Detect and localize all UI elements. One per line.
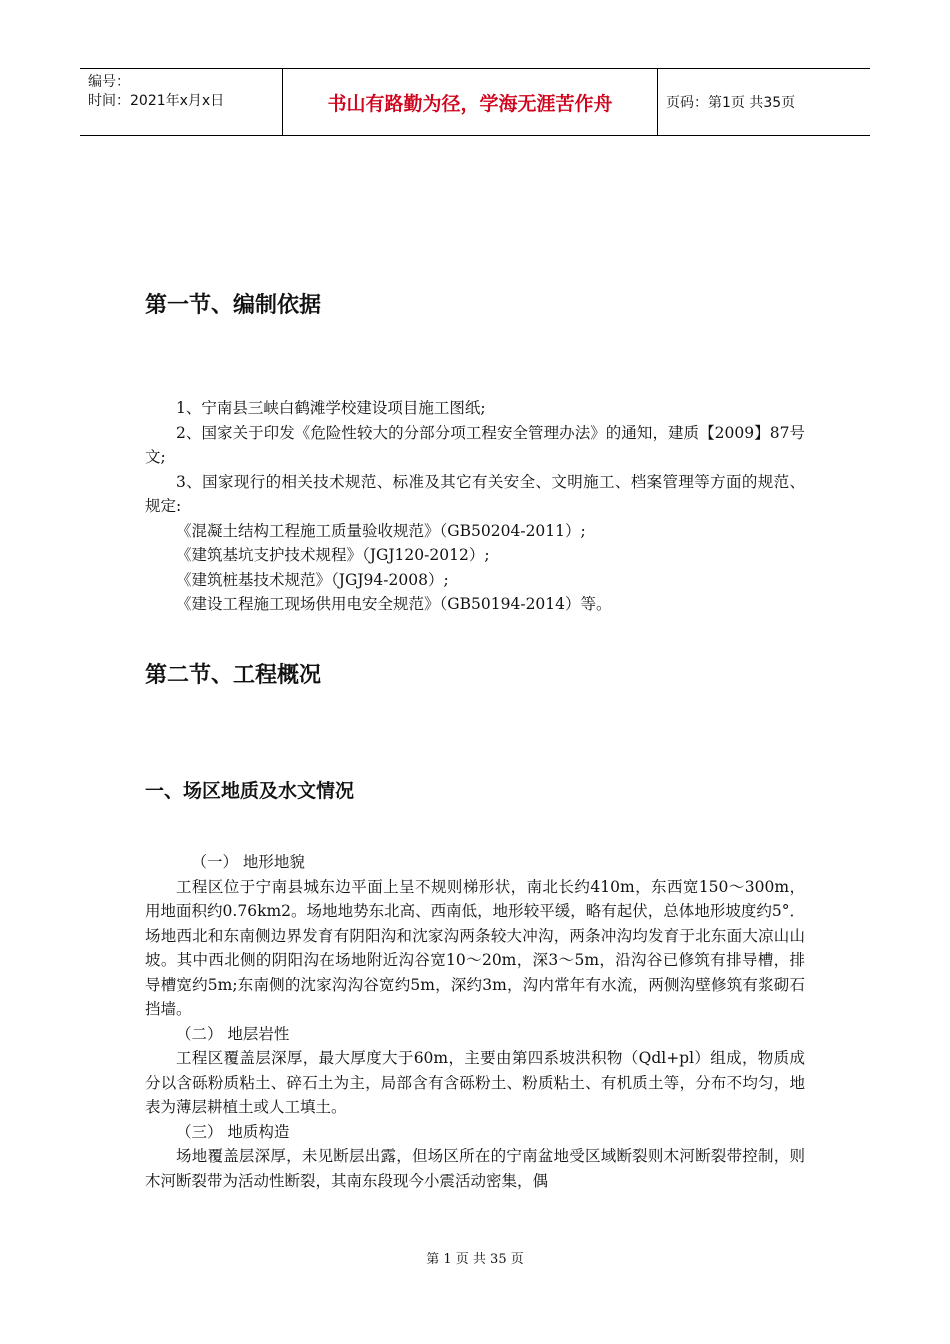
code-label: 编号：: [88, 74, 130, 90]
basis-item-3: 3、国家现行的相关技术规范、标准及其它有关安全、文明施工、档案管理等方面的规范、规定:: [145, 472, 805, 515]
page-footer: 第 1 页 共 35 页: [426, 1252, 524, 1267]
standard-item-2: 《建筑基坑支护技术规程》（JGJ120-2012）;: [176, 546, 490, 564]
section1-title: 第一节、编制依据: [145, 293, 322, 318]
standard-item-1: 《混凝土结构工程施工质量验收规范》（GB50204-2011）;: [176, 521, 586, 540]
section1-body: [145, 396, 805, 617]
strata-title: （二） 地层岩性: [176, 1024, 290, 1043]
time-label: 时间：2021年x月x日: [88, 93, 225, 109]
header-page-info: 页码：第1页 共35页: [666, 95, 796, 111]
section2-subtitle: 一、场区地质及水文情况: [145, 780, 355, 802]
struct-title: （三） 地质构造: [176, 1122, 290, 1141]
header-meta: [80, 69, 283, 135]
standard-item-3: 《建筑桩基技术规范》（JGJ94-2008）;: [176, 570, 449, 589]
header-table: [80, 68, 870, 136]
topo-title: （一） 地形地貌: [191, 853, 305, 871]
header-motto: 书山有路勤为径，学海无涯苦作舟: [283, 69, 658, 135]
topo-text: 工程区位于宁南县城东边平面上呈不规则梯形状，南北长约410m，东西宽150～300m，用地面积约0.76km2。场地地势东北高、西南低，地形较平缓，略有起伏，总体地形坡度约5°．场地西北和东南侧边界发育有阴阳沟和沈家沟两条较大冲沟，两条冲沟均发育于北东面大凉山山坡。其中西北侧的阴阳沟在场地附近沟谷宽10～20m，深3～5m，沿沟谷已修筑有排导槽，排导槽宽约5m;东南侧的沈家沟沟谷宽约5m，深约3m，沟内常年有水流，两侧沟壁修筑有浆砌石挡墙。: [145, 877, 805, 1018]
section2-title: 第二节、工程概况: [145, 663, 322, 688]
struct-text: 场地覆盖层深厚，未见断层出露，但场区所在的宁南盆地受区域断裂则木河断裂带控制，则木河断裂带为活动性断裂，其南东段现今小震活动密集，偶: [145, 1147, 805, 1190]
section2-body: [145, 850, 805, 1193]
standard-item-4: 《建设工程施工现场供用电安全规范》（GB50194-2014）等。: [176, 595, 612, 613]
basis-item-2: 2、国家关于印发《危险性较大的分部分项工程安全管理办法》的通知，建质【2009】87号文;: [145, 423, 805, 466]
strata-text: 工程区覆盖层深厚，最大厚度大于60m，主要由第四系坡洪积物（Qdl+pl）组成，物质成分以含砾粉质粘土、碎石土为主，局部含有含砾粉土、粉质粘土、有机质土等，分布不均匀，地表为薄层耕植土或人工填土。: [145, 1049, 805, 1116]
basis-item-1: 1、宁南县三峡白鹤滩学校建设项目施工图纸;: [176, 399, 486, 417]
